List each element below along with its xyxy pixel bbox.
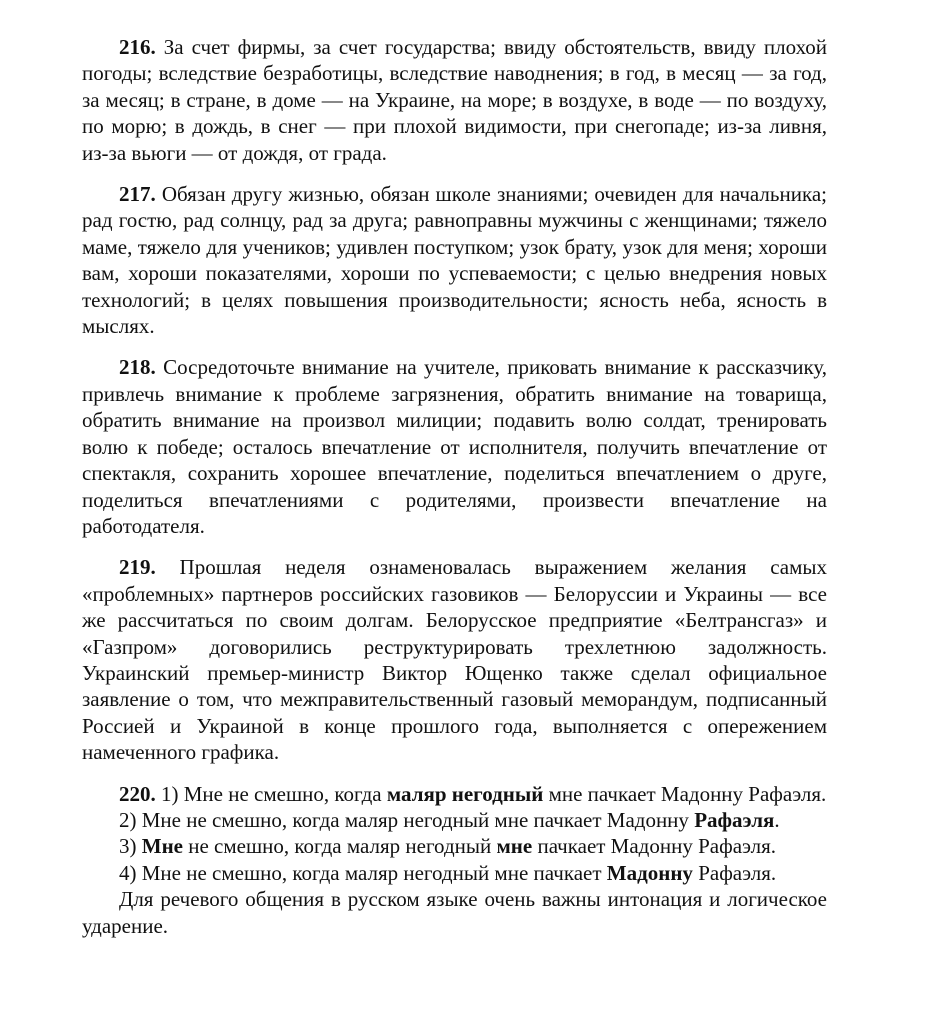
exercise-220-line-2 <box>82 807 827 833</box>
line-4-suffix: Рафаэля. <box>698 860 777 885</box>
exercise-number: 216. <box>119 35 156 59</box>
line-3-emphasis-1: Мне <box>141 834 183 859</box>
line-3-suffix: пачкает Мадонну Рафаэля. <box>537 834 777 859</box>
exercise-220-line-3 <box>82 833 827 859</box>
exercise-220-conclusion: Для речевого общения в русском языке очень важны интонация и логическое ударение. <box>82 887 827 938</box>
exercise-text: Обязан другу жизнью, обязан школе знаниями; очевиден для начальника; рад гостю, рад солнцу, рад за друга; равноправны мужчины с женщинами; тяжело маме, тяжело для учеников; удивлен поступком; узок брату, узок для меня; хороши вам, хороши показателями, хороши по успеваемости; с целью внедрения новых технологий; в целях повышения производительности; ясность неба, ясность в мыслях. <box>82 182 828 339</box>
line-1-suffix: мне пачкает Мадонну Рафаэля. <box>548 781 827 806</box>
line-1-prefix: 1) Мне не смешно, когда <box>161 781 382 806</box>
exercise-217 <box>82 181 827 339</box>
exercise-text: За счет фирмы, за счет государства; ввиду обстоятельств, ввиду плохой погоды; вследствие безработицы, вследствие наводнения; в год, в месяц — за год, за месяц; в стране, в доме — на Украине, на море; в воздухе, в воде — по воздуху, по морю; в дождь, в снег — при плохой видимости, при снегопаде; из-за ливня, из-за вьюги — от дождя, от града. <box>82 35 828 165</box>
line-2-emphasis: Рафаэля <box>694 807 775 832</box>
line-3-prefix: 3) <box>119 834 137 859</box>
exercise-218 <box>82 354 827 539</box>
exercise-text: Сосредоточьте внимание на учителе, приковать внимание к рассказчику, привлечь внимание к проблеме загрязнения, обратить внимание на товарища, обратить внимание на произвол милиции; подавить волю солдат, тренировать волю к победе; осталось впечатление от исполнителя, получить впечатление от спектакля, сохранить хорошее впечатление, поделиться впечатлением о друге, поделиться впечатлениями с родителями, произвести впечатление на работодателя. <box>82 355 828 538</box>
line-2-prefix: 2) Мне не смешно, когда маляр негодный мне пачкает Мадонну <box>119 807 689 832</box>
exercise-219 <box>82 554 827 765</box>
exercise-number: 220. <box>119 781 156 806</box>
exercise-220 <box>82 781 827 939</box>
line-1-emphasis: маляр негодный <box>386 781 544 806</box>
document-page <box>82 34 827 939</box>
exercise-number: 217. <box>119 182 156 207</box>
exercise-number: 218. <box>119 355 156 380</box>
exercise-number: 219. <box>119 555 156 580</box>
line-3-emphasis-2: мне <box>496 834 533 859</box>
exercise-text: Прошлая неделя ознаменовалась выражением желания самых «проблемных» партнеров российских газовиков — Белоруссии и Украины — все же рассчитаться по своим долгам. Белорусское предприятие «Белтрансгаз» и «Газпром» договорились реструктурировать трехлетнюю задолжность. Украинский премьер-министр Виктор Ющенко также сделал официальное заявление о том, что межправительственный газовый меморандум, подписанный Россией и Украиной в конце прошлого года, выполняется с опережением намеченного графика. <box>82 555 828 765</box>
line-3-middle: не смешно, когда маляр негодный <box>188 834 492 859</box>
exercise-216 <box>82 34 827 166</box>
exercise-220-line-4 <box>82 860 827 886</box>
line-2-suffix: . <box>774 807 780 832</box>
exercise-220-line-1 <box>82 781 827 807</box>
line-4-emphasis: Мадонну <box>606 860 693 885</box>
line-4-prefix: 4) Мне не смешно, когда маляр негодный мне пачкает <box>119 860 602 885</box>
